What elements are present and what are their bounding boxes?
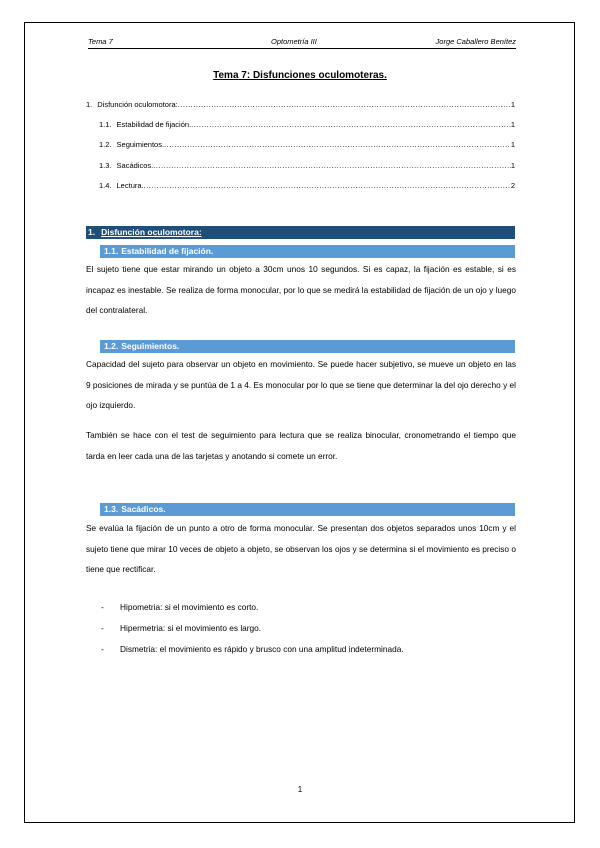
toc-page: 1 bbox=[510, 140, 515, 149]
toc-entry[interactable] bbox=[99, 181, 515, 194]
toc-text: Sacádicos. bbox=[116, 161, 154, 170]
list-item bbox=[101, 638, 515, 659]
list-item-text: Hipometria: si el movimiento es corto. bbox=[120, 601, 259, 612]
body-paragraph: Se evalúa la fijación de un punto a otro de forma monocular. Se presentan dos objetos separados unos 10cm y el sujeto tiene que mirar 10 veces de objeto a objeto, se observan los ojos y se determina si el movimiento es preciso o tiene que rectificar. bbox=[86, 523, 516, 574]
toc-text: Seguimientos. bbox=[116, 140, 165, 149]
bullet-marker: - bbox=[101, 643, 104, 654]
section-heading-1-3 bbox=[100, 503, 515, 516]
toc-number: 1. bbox=[86, 100, 93, 109]
section-title: Disfunción oculomotora: bbox=[101, 227, 202, 237]
toc-entry[interactable] bbox=[99, 140, 515, 153]
body-paragraph: Capacidad del sujeto para observar un objeto en movimiento. Se puede hacer subjetivo, se mueve un objeto en las 9 posiciones de mirada y se puntúa de 1 a 4. Es monocular por lo que se tiene que determinar la del ojo derecho y el ojo izquierdo. bbox=[86, 359, 516, 410]
section-title: Sacádicos. bbox=[121, 504, 166, 514]
toc-text: Disfunción oculomotora: bbox=[97, 100, 178, 109]
section-heading-1-2 bbox=[100, 340, 515, 353]
toc-number: 1.4. bbox=[99, 181, 112, 190]
section-heading-1-1 bbox=[100, 245, 515, 258]
header-center-text: Optometría III bbox=[271, 37, 317, 46]
toc-page: 1 bbox=[510, 120, 515, 129]
toc-leader bbox=[191, 120, 511, 129]
page-header bbox=[88, 37, 516, 49]
section-title: Seguimientos. bbox=[121, 341, 180, 351]
toc-leader bbox=[153, 161, 511, 170]
bullet-marker: - bbox=[101, 622, 104, 633]
list-item bbox=[101, 617, 515, 638]
section-heading-1 bbox=[86, 226, 515, 239]
header-left-text: Tema 7 bbox=[88, 37, 113, 46]
section-number: 1.1. bbox=[104, 246, 119, 256]
toc-page: 1 bbox=[510, 100, 515, 109]
toc-page: 2 bbox=[510, 181, 515, 190]
toc-number: 1.2. bbox=[99, 140, 112, 149]
toc-entry[interactable] bbox=[86, 100, 515, 113]
toc-leader bbox=[178, 100, 511, 109]
toc-text: Lectura. bbox=[116, 181, 144, 190]
toc-page: 1 bbox=[510, 161, 515, 170]
page-number: 1 bbox=[297, 785, 303, 794]
body-paragraph: También se hace con el test de seguimiento para lectura que se realiza binocular, cronometrando el tiempo que tarda en leer cada una de las tarjetas y anotando si comete un error. bbox=[86, 430, 516, 461]
toc-entry[interactable] bbox=[99, 161, 515, 174]
toc-number: 1.3. bbox=[99, 161, 112, 170]
bullet-marker: - bbox=[101, 601, 104, 612]
section-number: 1. bbox=[88, 227, 96, 237]
toc-leader bbox=[144, 181, 511, 190]
toc-number: 1.1. bbox=[99, 120, 112, 129]
list-item-text: Dismetria: el movimiento es rápido y brusco con una amplitud indeterminada. bbox=[120, 643, 404, 654]
section-title: Estabilidad de fijación. bbox=[121, 246, 214, 256]
list-item bbox=[101, 596, 515, 617]
document-title: Tema 7: Disfunciones oculomoteras. bbox=[213, 70, 387, 81]
header-right-text: Jorge Caballero Benítez bbox=[435, 37, 516, 46]
body-paragraph: El sujeto tiene que estar mirando un objeto a 30cm unos 10 segundos. Si es capaz, la fijación es estable, si es incapaz es inestable. Se realiza de forma monocular, por lo que se medirá la estabilidad de fijación de un ojo y luego del contralateral. bbox=[86, 264, 516, 315]
list-item-text: Hipermetria: si el movimiento es largo. bbox=[120, 622, 262, 633]
bullet-list bbox=[101, 596, 515, 659]
toc-leader bbox=[164, 140, 511, 149]
toc-entry[interactable] bbox=[99, 120, 515, 133]
section-number: 1.3. bbox=[104, 504, 119, 514]
toc-text: Estabilidad de fijación. bbox=[116, 120, 192, 129]
section-number: 1.2. bbox=[104, 341, 119, 351]
